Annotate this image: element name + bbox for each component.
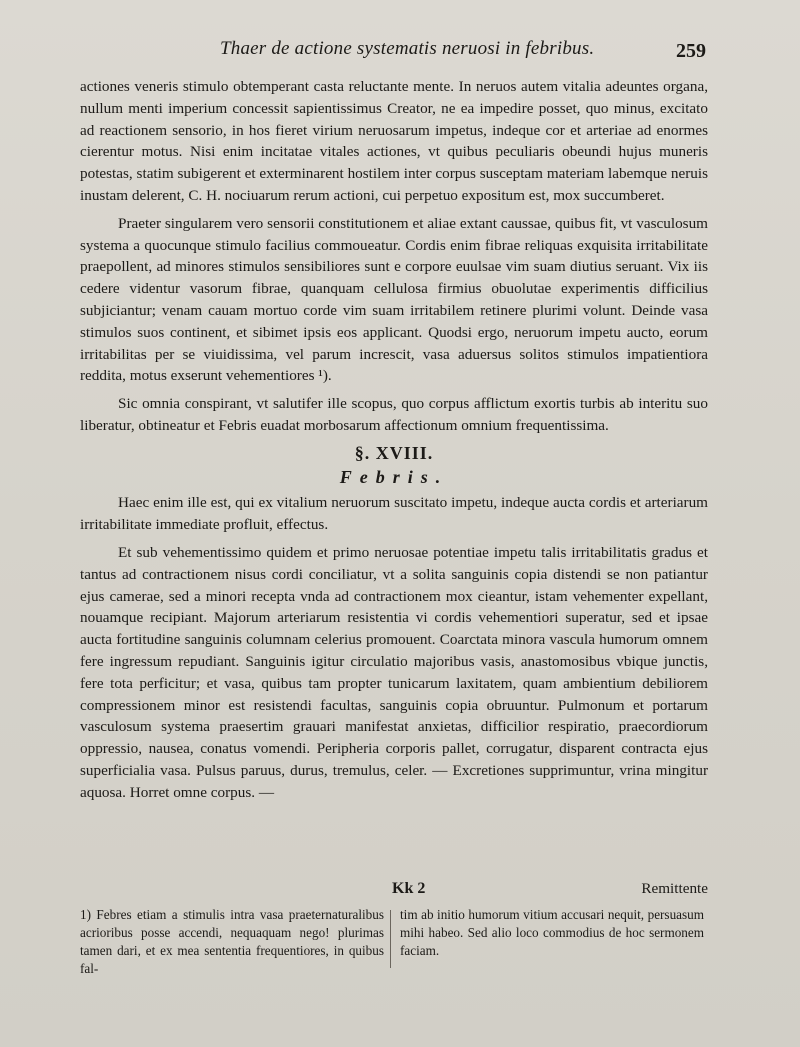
- paragraph: actiones veneris stimulo obtemperant casta reluctante mente. In neruos autem vitalia adeuntes organa, nullum menti imperium concessit sapientissimus Creator, ne ea impedire posset, quo minus, excitato ad reactionem sensorio, in hos fieret virium neruosarum impetus, indeque cor et arteriae ad enormes cierentur motus. Nisi enim incitatae vitales actiones, vt quibus peculiaris obeundi hujus muneris potestas, statim subigerent et exterminarent hostilem inter corpus susceptam materiam labemque neruis inustam delerent, C. H. nociuarum rerum actioni, cui perpetuo expositum est, mox succumberet.: [80, 78, 708, 204]
- page-number: 259: [676, 40, 706, 62]
- paragraph: Sic omnia conspirant, vt salutifer ille scopus, quo corpus afflictum exortis turbis ab interitu suo liberatur, obtineatur et Febris euadat morbosarum affectionum omnium frequentissima.: [80, 395, 708, 434]
- footnote-right-column: tim ab initio humorum vitium accusari nequit, persuasum mihi habeo. Sed alio loco commodius de hoc sermonem faciam.: [400, 907, 704, 958]
- signature-line: [80, 878, 708, 902]
- column-divider: [390, 910, 391, 968]
- main-text: [80, 76, 708, 810]
- signature-mark: Kk 2: [392, 880, 426, 897]
- running-header: [0, 34, 800, 64]
- section-number: §. XVIII.: [354, 442, 434, 463]
- paragraph: Praeter singularem vero sensorii constitutionem et aliae extant caussae, quibus fit, vt vasculosum systema a quocunque stimulo facilius commoueatur. Cordis enim fibrae reliquas exquisita irritabilitate praepollent, ad minores stimulos sensibiliores sunt e corpore euulsae vim suam diutius seruant. Vix iis cedere videntur vasorum fibrae, quanquam cellulosa firmius obuolutae experimentis difficilius subjiciantur; venam cauam mortuo corde vim suam irritabilem retinere plurimi volunt. Deinde vasa stimulos suos continent, et sibimet ipsis eos applicant. Quodsi ergo, neruorum impetu aucto, eorum irritabilitas per se viuidissima, vel parum increscit, vasa aduersus solitos stimulos impatientiora reddita, motus exserunt vehementiores ¹).: [80, 214, 708, 385]
- catchword: Remittente: [641, 880, 708, 897]
- paragraph: Et sub vehementissimo quidem et primo neruosae potentiae impetu talis irritabilitatis gradus et tantus ad contractionem nisus cordi conciliatur, vt a solita sanguinis copia distendi se non patiantur ejus camerae, sed a minori recepta vnda ad contractionem mox cieantur, istam vehementer expellant, nouamque recipiant. Majorum arteriarum resistentia vi cordis vehementiori superatur, sed et ipsae aucta fortitudine sanguinis columnam celerius promouent. Coarctata minora vascula humorum omnem fere ingressum repudiant. Sanguinis igitur circulatio majoribus vasis, anastomosibus vbique junctis, fere tota perficitur; et vasa, quibus tam propter tunicarum laxitatem, quam ambientium debiliorem compressionem minor est resistendi facultas, sanguinis copia obruuntur. Pulmonum et portarum vasculosum systema praesertim grauari manifestat anxietas, difficilior respiratio, praecordiorum oppressio, nausea, conatus vomendi. Peripheria corporis pallet, corrugatur, disparent contracta ejus superficialia vasa. Pulsus paruus, durus, tremulus, celer. — Excretiones supprimuntur, vrina mingitur aquosa. Horret omne corpus. —: [80, 543, 708, 801]
- section-title: Febris.: [339, 466, 449, 487]
- footnote-left-column: 1) Febres etiam a stimulis intra vasa praeternaturalibus acrioribus posse accendi, nequaquam nego! plurimas tamen dari, et ex mea sententia frequentiores, in quibus fal-: [80, 907, 384, 976]
- footnotes: [80, 906, 708, 976]
- paragraph: Haec enim ille est, qui ex vitalium neruorum suscitato impetu, indeque aucta cordis et arteriarum irritabilitate immediate profluit, effectus.: [80, 494, 708, 534]
- running-title: Thaer de actione systematis neruosi in febribus.: [220, 38, 595, 59]
